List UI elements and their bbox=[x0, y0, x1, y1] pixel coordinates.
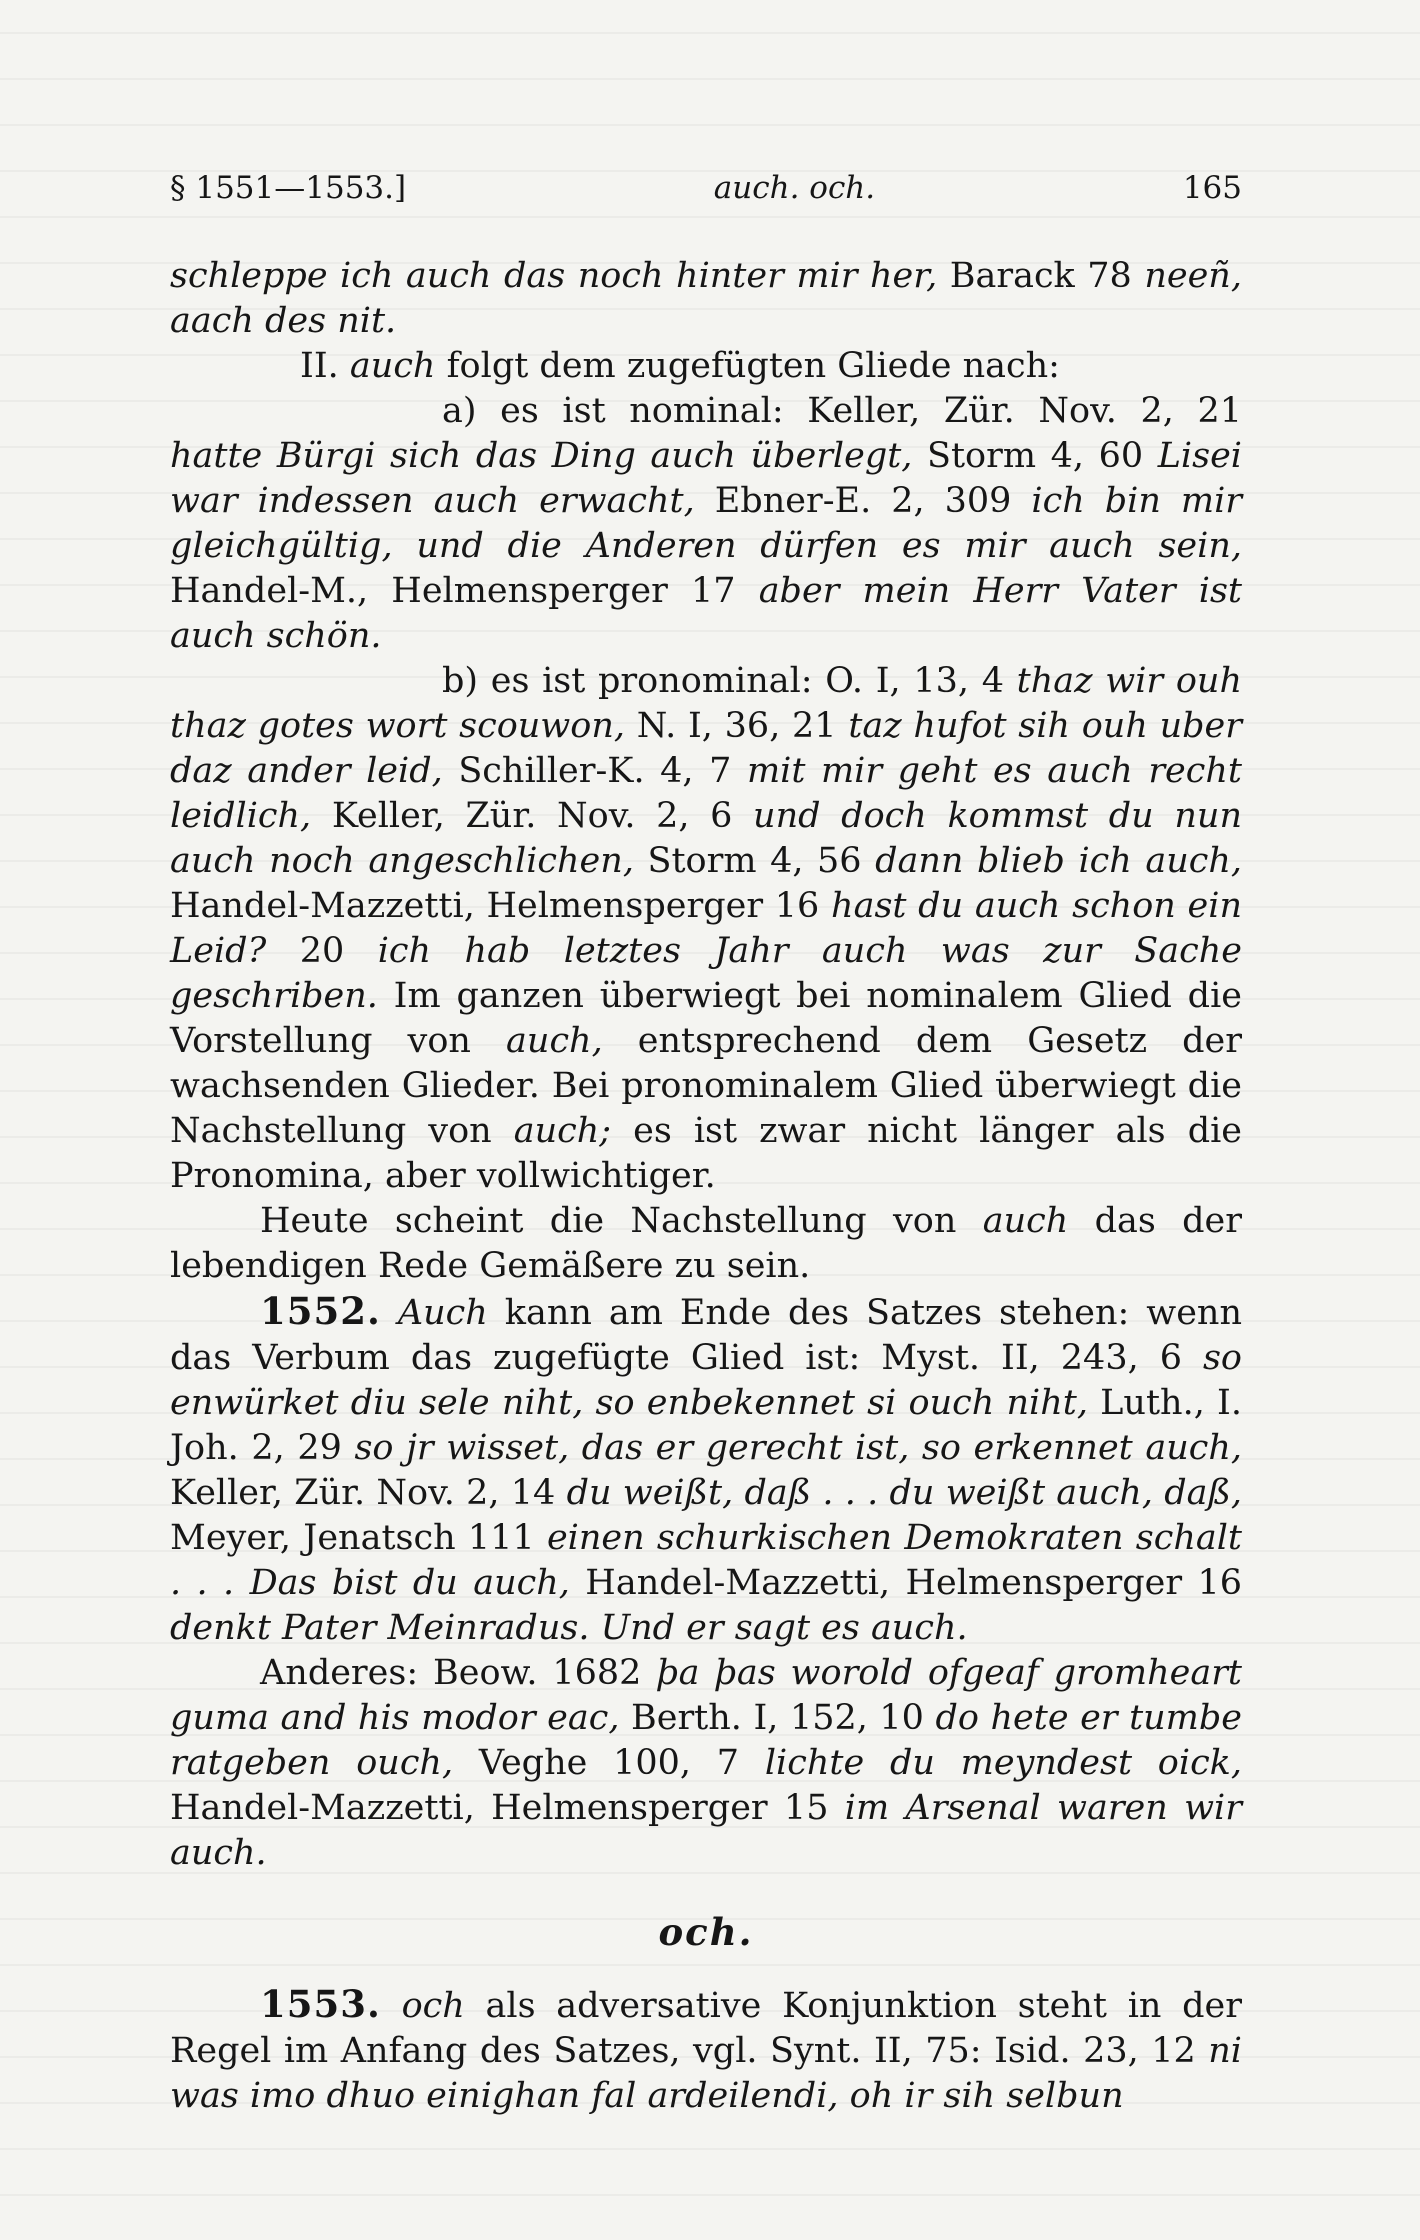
quote: und doch kommst du nun auch noch angeschlichen, bbox=[170, 796, 1242, 881]
quote: dann blieb ich auch, bbox=[875, 841, 1243, 881]
section-1552 bbox=[170, 1289, 1242, 1651]
page-number: 165 bbox=[1182, 170, 1242, 206]
keyword: auch bbox=[982, 1201, 1069, 1241]
quote: ich hab letztes Jahr auch was zur Sache geschriben. bbox=[170, 931, 1242, 1016]
quote: einen schurkischen Demokraten schalt . . . Das bist du auch, bbox=[170, 1518, 1242, 1603]
quote: denkt Pater Meinradus. Und er sagt es auch. bbox=[170, 1608, 968, 1648]
paragraph-continuation bbox=[170, 254, 1242, 344]
quote: neeñ, aach des nit. bbox=[170, 256, 1242, 341]
text bbox=[381, 1293, 398, 1333]
citation: Ebner-E. 2, 309 bbox=[694, 481, 1032, 521]
text: kann am Ende des Satzes stehen: wenn das Verbum das zugefügte Glied ist: Myst. II, 243, 6 bbox=[170, 1293, 1242, 1378]
text: II. bbox=[300, 346, 350, 386]
citation: 20 bbox=[266, 931, 378, 971]
citation: Handel-Mazzetti, Helmensperger 16 bbox=[170, 886, 832, 926]
citation: Keller, Zür. Nov. 2, 14 bbox=[170, 1473, 567, 1513]
text: das der lebendigen Rede Gemäßere zu sein. bbox=[170, 1201, 1242, 1286]
citation: Berth. I, 152, 10 bbox=[619, 1698, 936, 1738]
citation: Meyer, Jenatsch 111 bbox=[170, 1518, 547, 1558]
citation: Handel-M., Helmensperger 17 bbox=[170, 571, 759, 611]
text: b) es ist pronominal: O. I, 13, 4 bbox=[442, 661, 1017, 701]
section-heading: och. bbox=[658, 1910, 754, 1954]
keyword: Auch bbox=[397, 1293, 488, 1333]
header-section-range: § 1551—1553.] bbox=[170, 170, 407, 206]
paragraph-heute bbox=[170, 1199, 1242, 1289]
text bbox=[381, 1986, 402, 2026]
text: entsprechend dem Gesetz der wachsenden Glieder. Bei pronominalem Glied überwiegt die Nachstellung von bbox=[170, 1021, 1242, 1151]
quote: lichte du meyndest oick, bbox=[764, 1743, 1243, 1783]
quote: schleppe ich auch das noch hinter mir her, bbox=[170, 256, 938, 296]
running-header bbox=[170, 170, 1242, 206]
citation: Veghe 100, 7 bbox=[453, 1743, 765, 1783]
book-page bbox=[170, 170, 1242, 2119]
quote: so enwürket diu sele niht, so enbekennet si ouch niht, bbox=[170, 1338, 1242, 1423]
paragraph-nominal bbox=[170, 389, 1242, 659]
keyword: auch, bbox=[506, 1021, 603, 1061]
quote: Lisei war indessen auch erwacht, bbox=[170, 436, 1242, 521]
text: als adversative Konjunktion steht in der Regel im Anfang des Satzes, vgl. Synt. II, 75: Isid. 23, 12 bbox=[170, 1986, 1242, 2071]
header-topic: auch. och. bbox=[713, 170, 876, 206]
quote: do hete er tumbe ratgeben ouch, bbox=[170, 1698, 1242, 1783]
text: a) es ist nominal: Keller, Zür. Nov. 2, 21 bbox=[442, 391, 1242, 431]
paragraph-anderes bbox=[170, 1651, 1242, 1876]
text: folgt dem zugefügten Gliede nach: bbox=[435, 346, 1060, 386]
keyword: auch; bbox=[513, 1111, 612, 1151]
text: Heute scheint die Nachstellung von bbox=[260, 1201, 983, 1241]
quote: taz hufot sih ouh uber daz ander leid, bbox=[170, 706, 1242, 791]
quote: ich bin mir gleichgültig, und die Anderen dürfen es mir auch sein, bbox=[170, 481, 1243, 566]
keyword: auch bbox=[349, 346, 436, 386]
citation: Keller, Zür. Nov. 2, 6 bbox=[311, 796, 754, 836]
section-number: 1553. bbox=[260, 1982, 381, 2026]
citation: Barack 78 bbox=[937, 256, 1145, 296]
paragraph-pronominal bbox=[170, 659, 1242, 1199]
quote: thaz wir ouh thaz gotes wort scouwon, bbox=[170, 661, 1242, 746]
text: Im ganzen überwiegt bei nominalem Glied die Vorstellung von bbox=[170, 976, 1242, 1061]
section-number: 1552. bbox=[260, 1289, 381, 1333]
citation: N. I, 36, 21 bbox=[625, 706, 849, 746]
quote: þa þas worold ofgeaf gromheart guma and his modor eac, bbox=[170, 1653, 1242, 1738]
quote: mit mir geht es auch recht leidlich, bbox=[170, 751, 1242, 836]
quote: hast du auch schon ein Leid? bbox=[170, 886, 1242, 971]
citation: Storm 4, 60 bbox=[912, 436, 1158, 476]
text: Anderes: Beow. 1682 bbox=[260, 1653, 657, 1693]
quote: so jr wisset, das er gerecht ist, so erkennet auch, bbox=[354, 1428, 1243, 1468]
section-1553 bbox=[170, 1982, 1242, 2119]
quote: im Arsenal waren wir auch. bbox=[170, 1788, 1242, 1873]
citation: Luth., I. Joh. 2, 29 bbox=[170, 1383, 1242, 1468]
paragraph-ii bbox=[170, 344, 1242, 389]
text: es ist zwar nicht länger als die Pronomina, aber vollwichtiger. bbox=[170, 1111, 1243, 1196]
citation: Handel-Mazzetti, Helmensperger 16 bbox=[569, 1563, 1242, 1603]
keyword: och bbox=[401, 1986, 465, 2026]
quote: aber mein Herr Vater ist auch schön. bbox=[170, 571, 1242, 656]
citation: Handel-Mazzetti, Helmensperger 15 bbox=[170, 1788, 845, 1828]
quote: hatte Bürgi sich das Ding auch überlegt, bbox=[170, 436, 913, 476]
citation: Storm 4, 56 bbox=[633, 841, 876, 881]
quote: du weißt, daß . . . du weißt auch, daß, bbox=[566, 1473, 1242, 1513]
citation: Schiller-K. 4, 7 bbox=[442, 751, 747, 791]
quote: ni was imo dhuo einighan fal ardeilendi, oh ir sih selbun bbox=[170, 2031, 1242, 2116]
